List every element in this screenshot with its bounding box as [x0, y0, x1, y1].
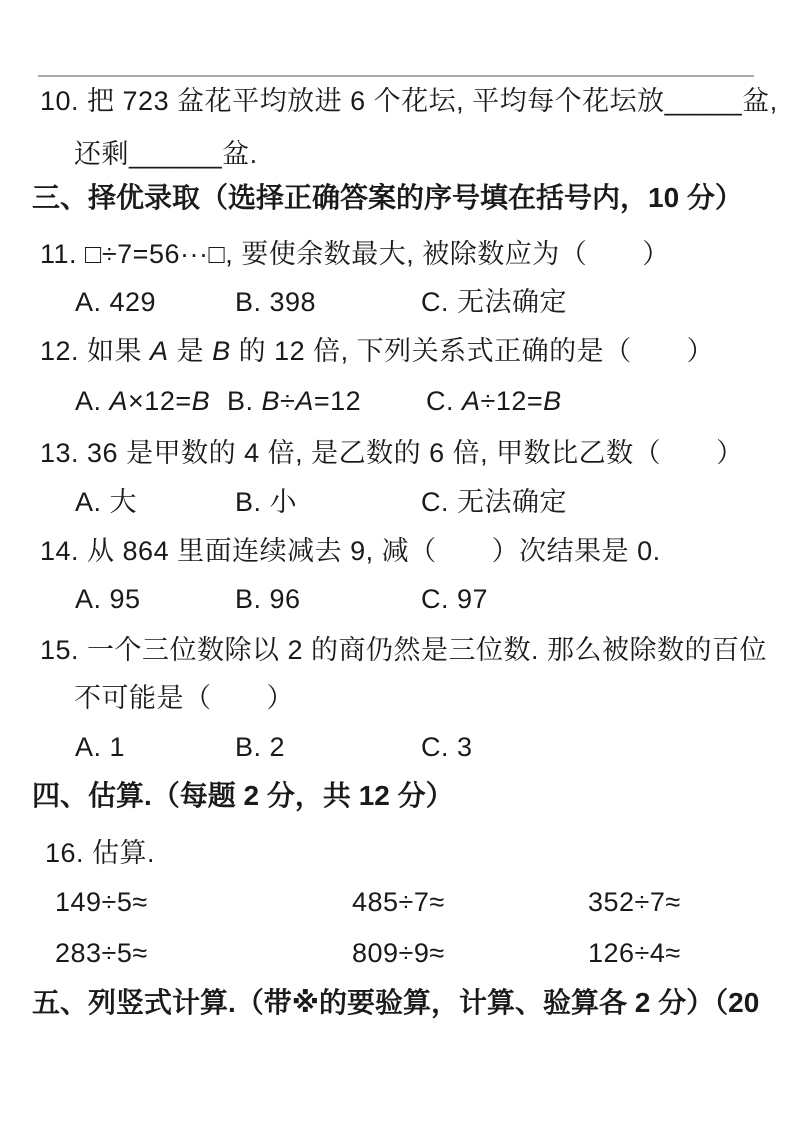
q12-text-part: 的 12 倍, 下列关系式正确的是（ ）: [230, 336, 715, 366]
question-11-option-c: C. 无法确定: [421, 287, 568, 317]
question-13-option-b: B. 小: [235, 487, 298, 517]
question-14-option-c: C. 97: [421, 584, 489, 614]
q12-variable: B: [543, 386, 562, 416]
question-11-option-a: A. 429: [75, 287, 157, 317]
question-12-option-c: [426, 385, 562, 417]
q12-variable: B: [261, 386, 281, 416]
question-15-option-a: A. 1: [75, 732, 126, 762]
section-five-heading: 五、列竖式计算.（带※的要验算，计算、验算各 2 分）（20: [32, 987, 760, 1018]
q12-variable-a: A: [150, 336, 169, 366]
question-12-text: [40, 335, 714, 367]
question-10-line-1: 10. 把 723 盆花平均放进 6 个花坛, 平均每个花坛放_____盆,: [40, 86, 778, 116]
q12-text-part: 是: [168, 336, 213, 366]
q12-text-part: 12. 如果: [40, 336, 151, 366]
estimation-expression-2: 485÷7≈: [352, 887, 445, 917]
q12-formula-part: ×12=: [128, 386, 192, 416]
question-14-option-a: A. 95: [75, 584, 141, 614]
question-12-option-a: [75, 385, 210, 417]
question-14-text: 14. 从 864 里面连续减去 9, 减（ ）次结果是 0.: [40, 536, 661, 566]
question-15-option-b: B. 2: [235, 732, 286, 762]
question-13-text: 13. 36 是甲数的 4 倍, 是乙数的 6 倍, 甲数比乙数（ ）: [40, 438, 744, 468]
question-12-option-b: [227, 385, 361, 417]
estimation-expression-5: 809÷9≈: [352, 938, 445, 968]
option-label: B.: [227, 386, 262, 416]
q12-variable: B: [191, 386, 211, 416]
question-13-option-a: A. 大: [75, 487, 138, 517]
question-14-option-b: B. 96: [235, 584, 301, 614]
q12-variable: A: [295, 386, 314, 416]
option-label: C.: [426, 386, 463, 416]
question-13-option-c: C. 无法确定: [421, 487, 568, 517]
q12-formula-part: ÷: [280, 386, 296, 416]
question-10-line-2: 还剩______盆.: [74, 139, 258, 169]
estimation-expression-1: 149÷5≈: [55, 887, 148, 917]
q12-variable-b: B: [212, 336, 231, 366]
q12-formula-part: ÷12=: [480, 386, 544, 416]
estimation-expression-3: 352÷7≈: [588, 887, 681, 917]
question-11-text: 11. □÷7=56···□, 要使余数最大, 被除数应为（ ）: [40, 239, 670, 269]
page-top-divider: [38, 75, 754, 77]
section-four-heading: 四、估算.（每题 2 分，共 12 分）: [32, 780, 454, 811]
q12-variable: A: [462, 386, 481, 416]
q12-variable: A: [109, 386, 129, 416]
question-15-option-c: C. 3: [421, 732, 473, 762]
question-15-line-2: 不可能是（ ）: [74, 683, 294, 713]
estimation-expression-6: 126÷4≈: [588, 938, 681, 968]
question-16-label: 16. 估算.: [45, 838, 156, 868]
q12-formula-part: =12: [313, 386, 362, 416]
question-15-line-1: 15. 一个三位数除以 2 的商仍然是三位数. 那么被除数的百位: [40, 635, 768, 665]
section-three-heading: 三、择优录取（选择正确答案的序号填在括号内，10 分）: [32, 182, 743, 213]
question-11-option-b: B. 398: [235, 287, 317, 317]
estimation-expression-4: 283÷5≈: [55, 938, 148, 968]
option-label: A.: [75, 386, 110, 416]
